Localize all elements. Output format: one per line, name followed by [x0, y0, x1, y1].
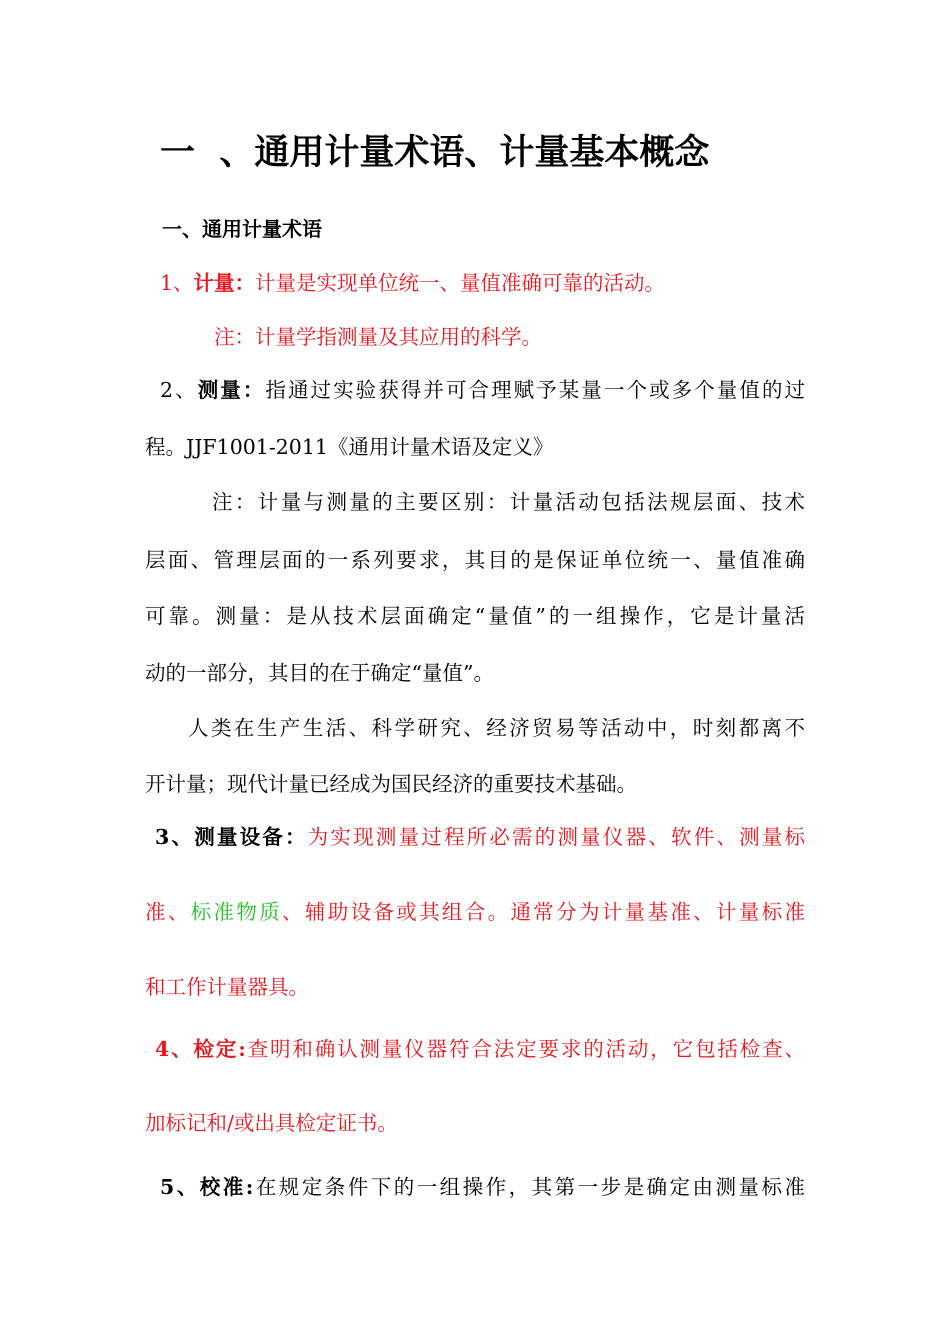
term3-line2-a: 准、	[145, 900, 191, 924]
term2-paragraph-line2: 开计量；现代计量已经成为国民经济的重要技术基础。	[145, 772, 637, 796]
term2-line2: 程。JJF1001-2011《通用计量术语及定义》	[145, 435, 554, 459]
term2-label: 测量：	[197, 378, 266, 402]
term4-line1	[155, 1034, 805, 1064]
title-prefix: 一	[160, 133, 196, 173]
term4-label: 检定:	[193, 1037, 246, 1061]
term4-number: 4、	[155, 1037, 194, 1061]
section-heading: 一、通用计量术语	[162, 217, 322, 241]
term3-line2-green: 标准物质	[190, 900, 283, 924]
term4-line2: 加标记和/或出具检定证书。	[145, 1111, 398, 1135]
page-title	[160, 128, 709, 178]
term3-line2	[145, 897, 805, 927]
term2-note-line1: 注：计量与测量的主要区别：计量活动包括法规层面、技术	[212, 490, 805, 514]
term3-line3: 和工作计量器具。	[145, 975, 309, 999]
term2-text-line1: 指通过实验获得并可合理赋予某量一个或多个量值的过	[265, 378, 806, 402]
term1-line	[160, 268, 665, 298]
term2-paragraph-line1: 人类在生产生活、科学研究、经济贸易等活动中，时刻都离不	[188, 716, 805, 740]
term5-text-line1: 在规定条件下的一组操作，其第一步是确定由测量标准	[253, 1175, 806, 1199]
term5-number: 5、	[160, 1175, 200, 1199]
term2-note-line4: 动的一部分，其目的在于确定“量值”。	[145, 661, 494, 685]
term3-line2-b: 、辅助设备或其组合。通常分为计量基准、计量标准	[282, 900, 806, 924]
term3-text-line1: 为实现测量过程所必需的测量仪器、软件、测量标	[307, 825, 806, 849]
term1-definition: 计量是实现单位统一、量值准确可靠的活动。	[255, 271, 666, 295]
term1-note: 注：计量学指测量及其应用的科学。	[214, 325, 542, 349]
term2-note-line2: 层面、管理层面的一系列要求，其目的是保证单位统一、量值准确	[145, 548, 805, 572]
term1-number: 1、	[160, 271, 194, 295]
term3-line1	[155, 822, 805, 852]
term5-label: 校准:	[199, 1175, 254, 1199]
title-rest: 、通用计量术语、计量基本概念	[219, 133, 710, 173]
term4-text-line1: 查明和确认测量仪器符合法定要求的活动，它包括检查、	[245, 1037, 805, 1061]
term1-label: 计量：	[193, 271, 256, 295]
term2-line1	[160, 375, 805, 405]
term3-number: 3、	[155, 825, 195, 849]
term3-label: 测量设备：	[194, 825, 308, 849]
term2-number: 2、	[160, 378, 198, 402]
term5-line1	[160, 1172, 805, 1202]
term2-note-line3: 可靠。测量：是从技术层面确定“量值”的一组操作，它是计量活	[145, 604, 805, 628]
